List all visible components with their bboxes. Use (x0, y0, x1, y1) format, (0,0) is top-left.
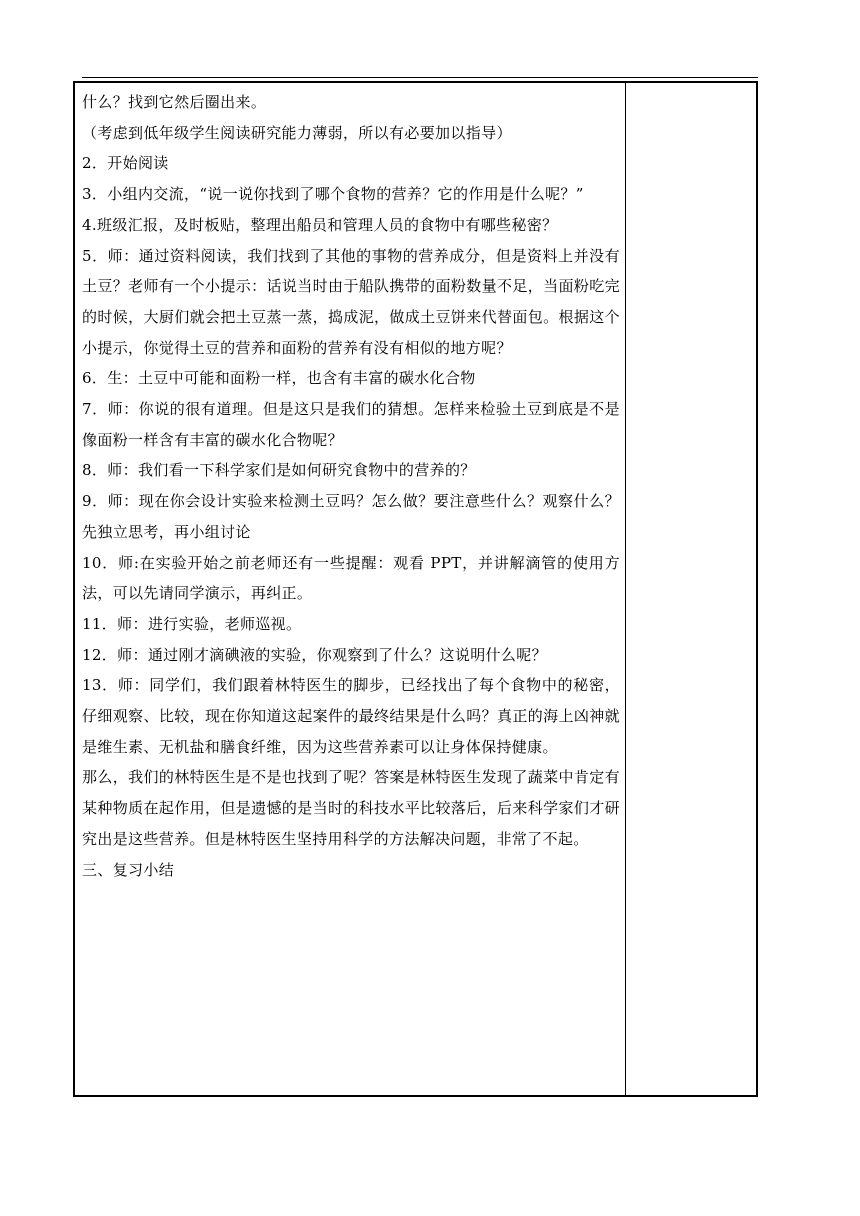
paragraph: 5．师：通过资料阅读，我们找到了其他的事物的营养成分，但是资料上并没有土豆？老师有一个小提示：话说当时由于船队携带的面粉数量不足，当面粉吃完的时候，大厨们就会把土豆蒸一蒸，捣成泥，做成土豆饼来代替面包。根据这个小提示，你觉得土豆的营养和面粉的营养有没有相似的地方呢？ (82, 246, 620, 357)
teaching-process-content (82, 87, 620, 885)
paragraph: （考虑到低年级学生阅读研究能力薄弱，所以有必要加以指导） (82, 123, 512, 142)
paragraph: 什么？找到它然后圈出来。 (82, 93, 267, 111)
header-rule (82, 77, 758, 78)
notes-cell (626, 83, 756, 1095)
paragraph: 11．师：进行实验，老师巡视。 (82, 614, 302, 633)
paragraph: 12．师：通过刚才滴碘液的实验，你观察到了什么？这说明什么呢？ (82, 645, 547, 664)
paragraph: 那么，我们的林特医生是不是也找到了呢？答案是林特医生发现了蔬菜中肯定有某种物质在起作用，但是遗憾的是当时的科技水平比较落后，后来科学家们才研究出是这些营养。但是林特医生坚持用科学的方法解决问题，非常了不起。 (82, 768, 620, 848)
paragraph: 2．开始阅读 (82, 154, 169, 173)
section-heading: 三、复习小结 (82, 860, 175, 879)
paragraph: 6．生：土豆中可能和面粉一样，也含有丰富的碳水化合物 (82, 369, 476, 388)
paragraph: 8．师：我们看一下科学家们是如何研究食物中的营养的？ (82, 461, 476, 480)
lesson-plan-table (73, 81, 758, 1097)
paragraph: 13．师：同学们，我们跟着林特医生的脚步，已经找出了每个食物中的秘密，仔细观察、比较，现在你知道这起案件的最终结果是什么吗？真正的海上凶神就是维生素、无机盐和膳食纤维，因为这些营养素可以让身体保持健康。 (82, 676, 620, 756)
paragraph: 9．师：现在你会设计实验来检测土豆吗？怎么做？要注意些什么？观察什么？先独立思考，再小组讨论 (82, 492, 620, 541)
paragraph: 4.班级汇报，及时板贴，整理出船员和管理人员的食物中有哪些秘密？ (82, 215, 558, 234)
paragraph: 7．师：你说的很有道理。但是这只是我们的猜想。怎样来检验土豆到底是不是像面粉一样含有丰富的碳水化合物呢？ (82, 400, 620, 449)
teaching-process-cell (75, 83, 626, 1095)
paragraph: 3．小组内交流，“说一说你找到了哪个食物的营养？它的作用是什么呢？” (82, 185, 584, 204)
paragraph: 10．师:在实验开始之前老师还有一些提醒：观看 PPT，并讲解滴管的使用方法，可以先请同学演示，再纠正。 (82, 553, 620, 603)
